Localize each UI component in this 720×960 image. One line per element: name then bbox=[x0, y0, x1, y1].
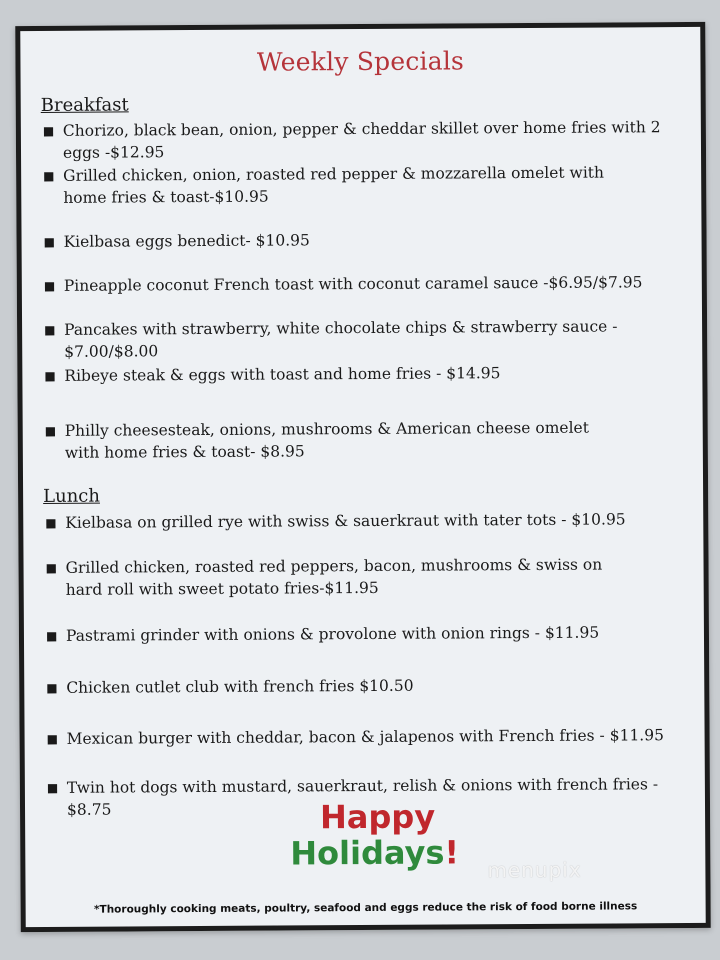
menu-sheet bbox=[15, 22, 711, 932]
lunch-item: ■ Kielbasa on grilled rye with swiss & sauerkraut with tater tots - $10.95 bbox=[43, 508, 693, 534]
food-safety-footnote: *Thoroughly cooking meats, poultry, seafood and eggs reduce the risk of food borne illness bbox=[93, 900, 638, 916]
bullet-icon: ■ bbox=[44, 368, 56, 383]
lunch-item: ■ Mexican burger with cheddar, bacon & jalapenos with French fries - $11.95 bbox=[45, 724, 695, 750]
breakfast-item: ■ Ribeye steak & eggs with toast and home fries - $14.95 bbox=[42, 361, 692, 387]
bullet-icon: ■ bbox=[43, 234, 55, 249]
lunch-heading: Lunch bbox=[43, 485, 100, 507]
watermark: menupix bbox=[487, 857, 582, 883]
bullet-icon: ■ bbox=[46, 780, 59, 795]
lunch-item: ■ Chicken cutlet club with french fries $10.50 bbox=[44, 673, 694, 699]
holiday-greeting bbox=[290, 798, 490, 871]
breakfast-item: ■ Kielbasa eggs benedict- $10.95 bbox=[41, 227, 691, 253]
bullet-icon: ■ bbox=[42, 123, 55, 138]
breakfast-item: ■ Chorizo, black bean, onion, pepper & cheddar skillet over home fries with 2 eggs -$12.95 bbox=[42, 118, 661, 162]
lunch-item: ■ Twin hot dogs with mustard, sauerkraut, relish & onions with french fries - $8.75 bbox=[46, 775, 659, 819]
bullet-icon: ■ bbox=[45, 628, 58, 643]
bullet-icon: ■ bbox=[45, 560, 57, 575]
bullet-icon: ■ bbox=[45, 515, 57, 530]
greeting-happy: Happy bbox=[319, 797, 436, 837]
lunch-item: ■ Grilled chicken, roasted red peppers, bacon, mushrooms & swiss on hard roll with sweet potato fries-$11.95 bbox=[45, 555, 603, 599]
breakfast-item: ■ Pineapple coconut French toast with coconut caramel sauce -$6.95/$7.95 bbox=[42, 271, 692, 297]
page-title: Weekly Specials bbox=[256, 46, 465, 77]
breakfast-item: ■ Grilled chicken, onion, roasted red pepper & mozzarella omelet with home fries & toast-$10.95 bbox=[43, 163, 605, 207]
lunch-item: ■ Pastrami grinder with onions & provolone with onion rings - $11.95 bbox=[44, 621, 694, 647]
bullet-icon: ■ bbox=[44, 322, 56, 337]
bullet-icon: ■ bbox=[46, 680, 58, 695]
breakfast-item: ■ Pancakes with strawberry, white chocolate chips & strawberry sauce - $7.00/$8.00 bbox=[44, 317, 618, 361]
breakfast-heading: Breakfast bbox=[40, 94, 129, 116]
bullet-icon: ■ bbox=[46, 731, 58, 746]
breakfast-item: ■ Philly cheesesteak, onions, mushrooms & American cheese omelet with home fries & toast- $8.95 bbox=[44, 418, 589, 462]
bullet-icon: ■ bbox=[43, 278, 56, 293]
greeting-holidays: Holidays! bbox=[290, 833, 460, 873]
bullet-icon: ■ bbox=[44, 423, 57, 438]
bullet-icon: ■ bbox=[43, 168, 55, 183]
